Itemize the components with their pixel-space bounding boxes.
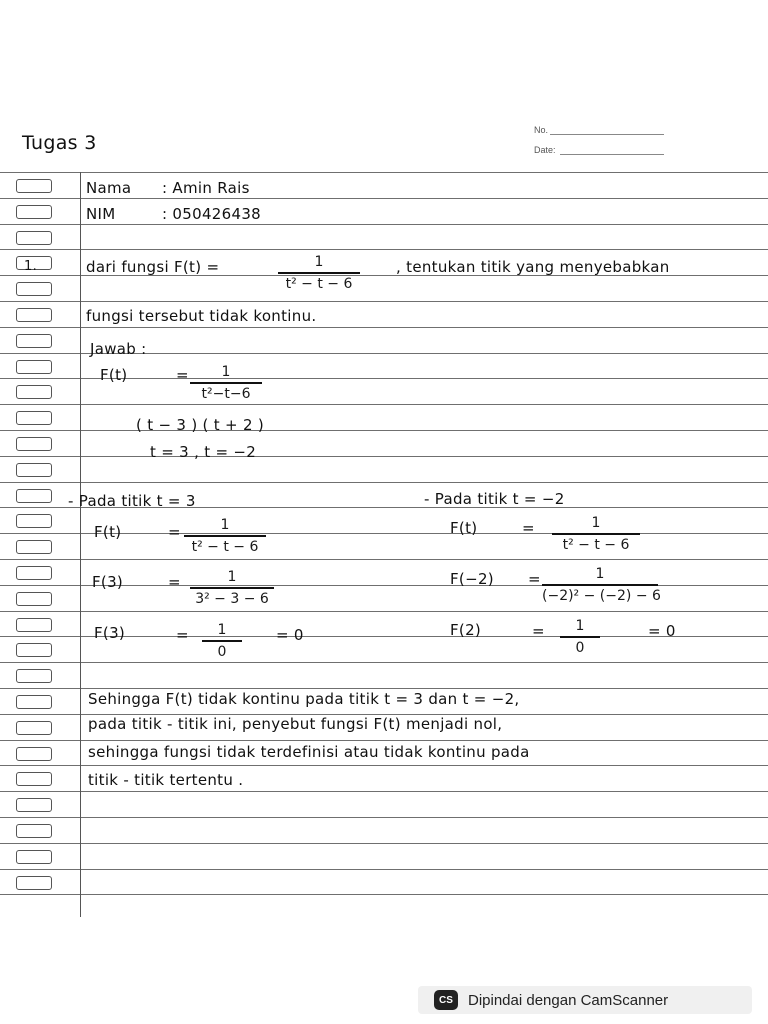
date-line <box>560 154 664 155</box>
answer-roots: t = 3 , t = −2 <box>150 443 257 461</box>
date-label: Date: <box>534 145 556 155</box>
fraction-numerator: 1 <box>217 622 227 638</box>
ruled-line <box>0 249 768 250</box>
no-label: No. <box>534 125 549 135</box>
binder-hole <box>16 231 52 245</box>
ruled-line <box>0 894 768 895</box>
question-line1-start: dari fungsi F(t) = <box>86 258 220 276</box>
binder-hole <box>16 334 52 348</box>
ruled-line <box>0 662 768 663</box>
nim-value: : 050426438 <box>162 205 262 223</box>
answer-factorization: ( t − 3 ) ( t + 2 ) <box>136 416 265 434</box>
ruled-line <box>0 688 768 689</box>
conclusion-line4: titik - titik tertentu . <box>88 771 244 789</box>
binder-hole <box>16 566 52 580</box>
answer-ft-label: F(t) <box>100 366 128 384</box>
case-right-row3-equals: = <box>532 622 545 640</box>
binder-hole <box>16 798 52 812</box>
fraction-bar <box>184 535 266 537</box>
binder-hole <box>16 721 52 735</box>
binder-hole <box>16 876 52 890</box>
case-right-row2-label: F(−2) <box>450 570 494 588</box>
ruled-line <box>0 817 768 818</box>
binder-hole <box>16 385 52 399</box>
binder-hole <box>16 669 52 683</box>
conclusion-line1: Sehingga F(t) tidak kontinu pada titik t = 3 dan t = −2, <box>88 690 520 708</box>
case-left-row1-label: F(t) <box>94 523 122 541</box>
binder-hole <box>16 205 52 219</box>
case-right-row3-label: F(2) <box>450 621 482 639</box>
question-line2: fungsi tersebut tidak kontinu. <box>86 307 317 325</box>
case-right-row3-fraction <box>560 618 600 656</box>
binder-hole <box>16 772 52 786</box>
case-left-row1-fraction <box>184 517 266 555</box>
fraction-numerator: 1 <box>595 566 605 582</box>
case-left-heading: - Pada titik t = 3 <box>68 492 196 510</box>
ruled-line <box>0 843 768 844</box>
ruled-line <box>0 404 768 405</box>
fraction-bar <box>278 272 360 274</box>
case-left-row2-equals: = <box>168 573 181 591</box>
question-number: 1. <box>24 259 38 274</box>
binder-hole <box>16 308 52 322</box>
binder-hole <box>16 179 52 193</box>
binder-hole <box>16 411 52 425</box>
ruled-line <box>0 559 768 560</box>
case-right-row3-result: = 0 <box>648 622 676 640</box>
name-label: Nama <box>86 179 132 197</box>
binder-hole <box>16 463 52 477</box>
camscanner-watermark <box>418 986 752 1014</box>
fraction-bar <box>190 382 262 384</box>
fraction-numerator: 1 <box>575 618 585 634</box>
case-right-row2-equals: = <box>528 570 541 588</box>
fraction-bar <box>552 533 640 535</box>
case-right-heading: - Pada titik t = −2 <box>424 490 565 508</box>
fraction-bar <box>190 587 274 589</box>
fraction-denominator: t² − t − 6 <box>285 275 353 292</box>
nim-label: NIM <box>86 205 116 223</box>
case-right-row1-fraction <box>552 515 640 553</box>
fraction-bar <box>560 636 600 638</box>
question-line1-end: , tentukan titik yang menyebabkan <box>396 258 670 276</box>
case-right-row1-equals: = <box>522 519 535 537</box>
binder-hole <box>16 824 52 838</box>
camscanner-text: Dipindai dengan CamScanner <box>468 991 669 1009</box>
binder-hole <box>16 360 52 374</box>
fraction-denominator: 0 <box>217 643 227 660</box>
ruled-line <box>0 869 768 870</box>
ruled-line <box>0 791 768 792</box>
case-left-row3-label: F(3) <box>94 624 126 642</box>
case-left-row3-fraction <box>202 622 242 660</box>
answer-fraction <box>190 364 262 402</box>
fraction-numerator: 1 <box>221 364 231 380</box>
fraction-bar <box>202 640 242 642</box>
fraction-bar <box>542 584 658 586</box>
case-left-row1-equals: = <box>168 523 181 541</box>
binder-hole <box>16 514 52 528</box>
ruled-line <box>0 430 768 431</box>
margin-line <box>80 172 81 917</box>
ruled-line <box>0 611 768 612</box>
ruled-line <box>0 765 768 766</box>
binder-hole <box>16 695 52 709</box>
name-value: : Amin Rais <box>162 179 250 197</box>
fraction-denominator: (−2)² − (−2) − 6 <box>542 587 661 604</box>
camscanner-logo-icon: CS <box>434 990 458 1010</box>
case-left-row2-fraction <box>190 569 274 607</box>
fraction-denominator: 0 <box>575 639 585 656</box>
fraction-denominator: 3² − 3 − 6 <box>195 590 269 607</box>
binder-hole <box>16 618 52 632</box>
case-right-row2-fraction <box>542 566 661 604</box>
binder-hole <box>16 850 52 864</box>
binder-hole <box>16 540 52 554</box>
fraction-denominator: t² − t − 6 <box>191 538 259 555</box>
ruled-line <box>0 172 768 173</box>
answer-heading: Jawab : <box>90 340 147 358</box>
case-left-row3-result: = 0 <box>276 626 304 644</box>
fraction-denominator: t² − t − 6 <box>562 536 630 553</box>
conclusion-line2: pada titik - titik ini, penyebut fungsi F(t) menjadi nol, <box>88 715 503 733</box>
binder-hole <box>16 643 52 657</box>
ruled-line <box>0 482 768 483</box>
conclusion-line3: sehingga fungsi tidak terdefinisi atau tidak kontinu pada <box>88 743 530 761</box>
ruled-line <box>0 301 768 302</box>
case-left-row3-equals: = <box>176 626 189 644</box>
ruled-line <box>0 740 768 741</box>
binder-hole <box>16 747 52 761</box>
case-right-row1-label: F(t) <box>450 519 478 537</box>
fraction-numerator: 1 <box>227 569 237 585</box>
no-line <box>550 134 664 135</box>
question-fraction <box>278 254 360 292</box>
fraction-numerator: 1 <box>591 515 601 531</box>
ruled-line <box>0 224 768 225</box>
fraction-numerator: 1 <box>220 517 230 533</box>
page-title: Tugas 3 <box>22 132 97 154</box>
binder-hole <box>16 437 52 451</box>
binder-hole <box>16 592 52 606</box>
answer-equals: = <box>176 366 189 384</box>
ruled-line <box>0 327 768 328</box>
fraction-denominator: t²−t−6 <box>201 385 251 402</box>
case-left-row2-label: F(3) <box>92 573 124 591</box>
ruled-line <box>0 456 768 457</box>
fraction-numerator: 1 <box>314 254 324 270</box>
ruled-line <box>0 198 768 199</box>
binder-hole <box>16 282 52 296</box>
binder-hole <box>16 489 52 503</box>
